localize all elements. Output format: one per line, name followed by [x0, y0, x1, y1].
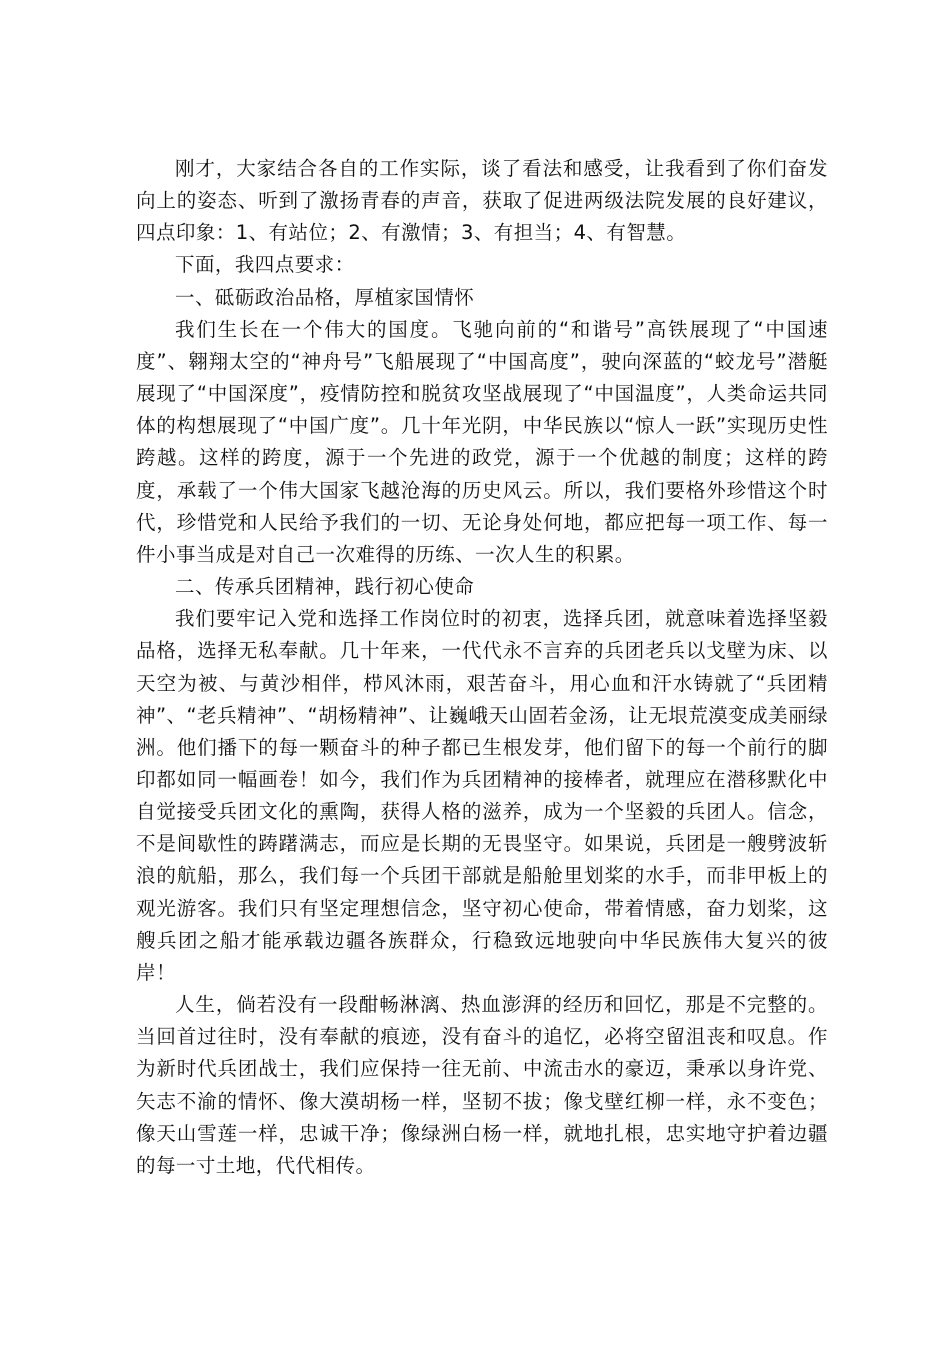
paragraph-section-one-body: 我们生长在一个伟大的国度。飞驰向前的“和谐号”高铁展现了“中国速度”、翱翔太空的“神舟号”飞船展现了“中国高度”，驶向深蓝的“蛟龙号”潜艇展现了“中国深度”，疫情防控和脱贫攻坚战展现了“中国温度”，人类命运共同体的构想展现了“中国广度”。几十年光阴，中华民族以“惊人一跃”实现历史性跨越。这样的跨度，源于一个先进的政党，源于一个优越的制度；这样的跨度，承载了一个伟大国家飞越沧海的历史风云。所以，我们要格外珍惜这个时代，珍惜党和人民给予我们的一切、无论身处何地，都应把每一项工作、每一件小事当成是对自己一次难得的历练、一次人生的积累。 — [136, 317, 828, 566]
paragraph-section-two-body: 我们要牢记入党和选择工作岗位时的初衷，选择兵团，就意味着选择坚毅品格，选择无私奉献。几十年来，一代代永不言弃的兵团老兵以戈壁为床、以天空为被、与黄沙相伴，栉风沐雨，艰苦奋斗，用心血和汗水铸就了“兵团精神”、“老兵精神”、“胡杨精神”、让巍峨天山固若金汤，让无垠荒漠变成美丽绿洲。他们播下的每一颗奋斗的种子都已生根发芽，他们留下的每一个前行的脚印都如同一幅画卷！如今，我们作为兵团精神的接棒者，就理应在潜移默化中自觉接受兵团文化的熏陶，获得人格的滋养，成为一个坚毅的兵团人。信念，不是间歇性的踌躇满志，而应是长期的无畏坚守。如果说，兵团是一艘劈波斩浪的航船，那么，我们每一个兵团干部就是船舱里划桨的水手，而非甲板上的观光游客。我们只有坚定理想信念，坚守初心使命，带着情感，奋力划桨，这艘兵团之船才能承载边疆各族群众，行稳致远地驶向中华民族伟大复兴的彼岸！ — [136, 607, 828, 984]
paragraph-opening-remarks: 刚才，大家结合各自的工作实际，谈了看法和感受，让我看到了你们奋发向上的姿态、听到了激扬青春的声音，获取了促进两级法院发展的良好建议，四点印象：1、有站位；2、有激情；3、有担当；4、有智慧。 — [136, 157, 828, 245]
section-heading-one: 一、砥砺政治品格，厚植家国情怀 — [175, 285, 475, 309]
document-body — [136, 153, 828, 1182]
paragraph-requirements-intro: 下面，我四点要求： — [175, 253, 355, 277]
section-heading-two: 二、传承兵团精神，践行初心使命 — [175, 575, 475, 599]
paragraph-section-two-closing: 人生，倘若没有一段酣畅淋漓、热血澎湃的经历和回忆，那是不完整的。当回首过往时，没有奉献的痕迹，没有奋斗的追忆，必将空留沮丧和叹息。作为新时代兵团战士，我们应保持一往无前、中流击水的豪迈，秉承以身许党、矢志不渝的情怀、像大漠胡杨一样，坚韧不拔；像戈壁红柳一样，永不变色；像天山雪莲一样，忠诚干净；像绿洲白杨一样，就地扎根，忠实地守护着边疆的每一寸土地，代代相传。 — [136, 993, 828, 1177]
